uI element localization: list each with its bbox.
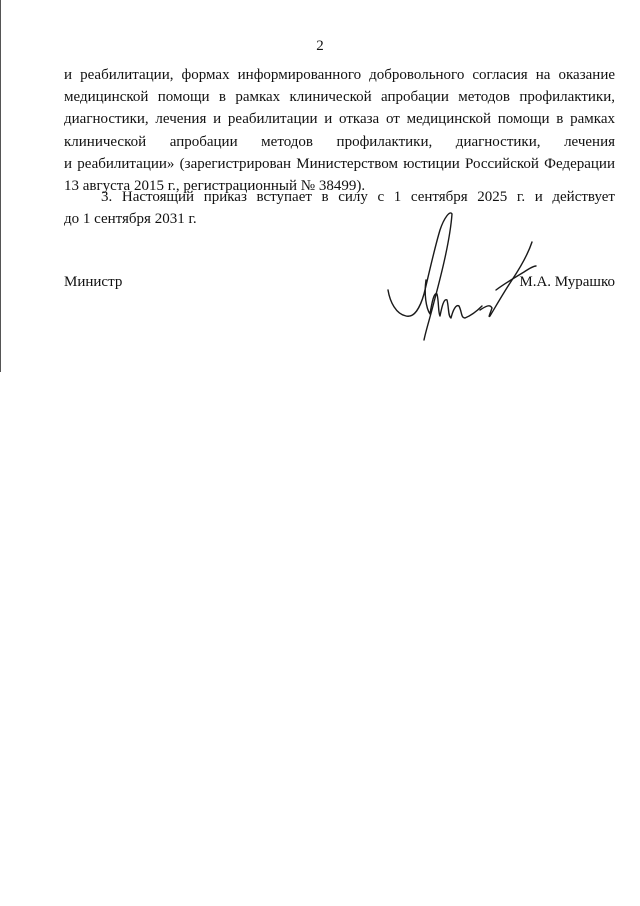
text-line: до 1 сентября 2031 г. xyxy=(64,211,197,228)
text-line: 3. Настоящий приказ вступает в силу с 1 сентября 2025 г. и действует xyxy=(101,189,615,205)
text-line: 13 августа 2015 г., регистрационный № 38499). xyxy=(64,177,366,194)
page-number: 2 xyxy=(316,38,324,54)
handwritten-signature xyxy=(380,210,540,350)
text-line: клинической апробации методов профилактики, диагностики, лечения xyxy=(64,133,615,150)
text-line: и реабилитации, формах информированного добровольного согласия на оказание xyxy=(64,67,615,83)
paragraph-continuation xyxy=(64,64,615,197)
text-line: и реабилитации» (зарегистрирован Министерством юстиции Российской Федерации xyxy=(64,155,615,172)
text-line: медицинской помощи в рамках клинической апробации методов профилактики, xyxy=(64,89,615,106)
signatory-name: М.А. Мурашко xyxy=(519,274,615,290)
text-line: диагностики, лечения и реабилитации и отказа от медицинской помощи в рамках xyxy=(64,111,615,128)
signatory-title: Министр xyxy=(64,274,123,290)
